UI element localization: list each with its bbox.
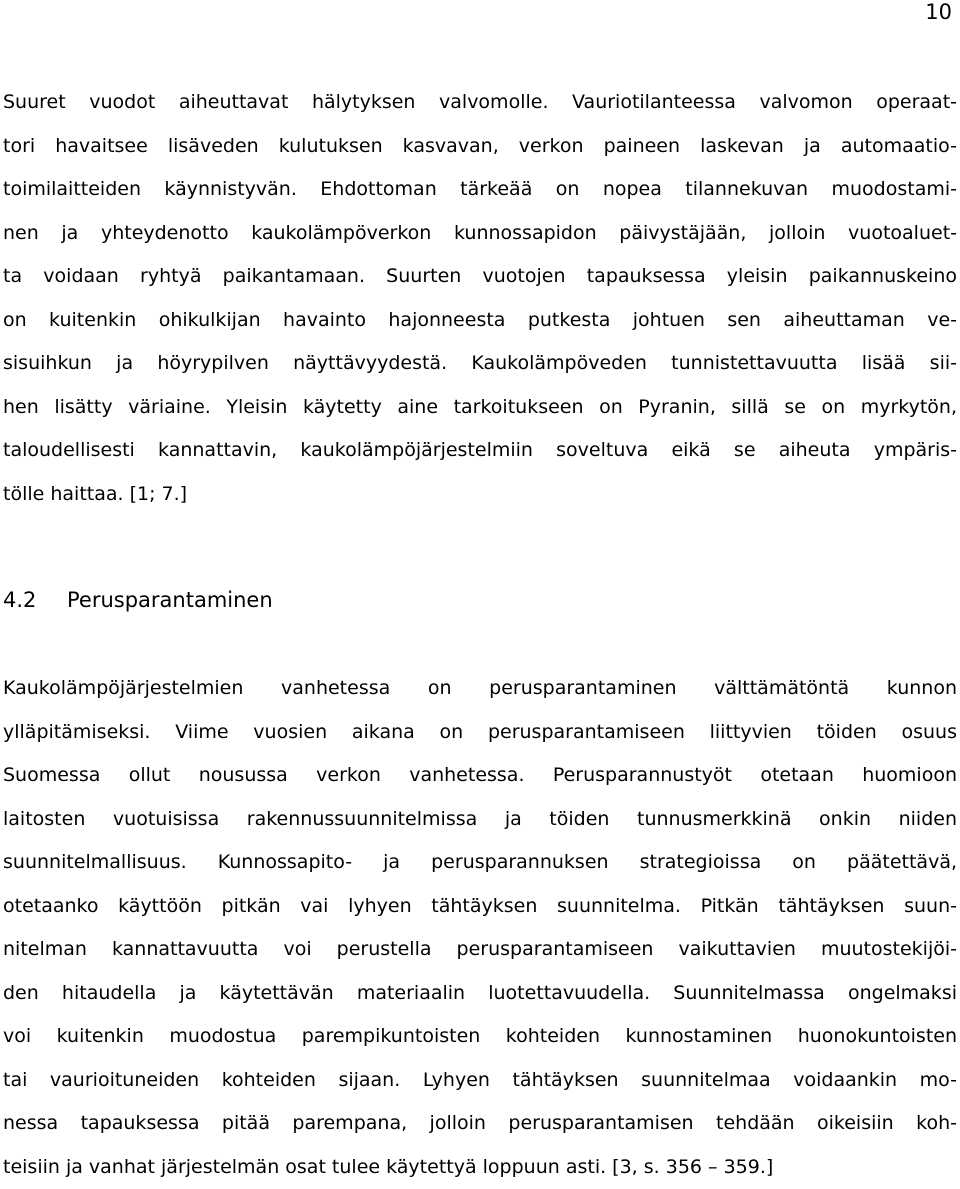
body-paragraph-1 xyxy=(3,81,957,516)
text-line: tölle haittaa. [1; 7.] xyxy=(3,473,957,517)
text-line: hen lisätty väriaine. Yleisin käytetty aine tarkoitukseen on Pyranin, sillä se on myrkytön, xyxy=(3,386,957,430)
page-number: 10 xyxy=(925,0,952,24)
text-line: toimilaitteiden käynnistyvän. Ehdottoman tärkeää on nopea tilannekuvan muodostami- xyxy=(3,168,957,212)
text-line: tai vaurioituneiden kohteiden sijaan. Lyhyen tähtäyksen suunnitelmaa voidaankin mo- xyxy=(3,1059,957,1103)
text-line: nessa tapauksessa pitää parempana, jolloin perusparantamisen tehdään oikeisiin koh- xyxy=(3,1102,957,1146)
section-heading xyxy=(3,585,273,615)
text-line: nitelman kannattavuutta voi perustella perusparantamiseen vaikuttavien muutostekijöi- xyxy=(3,928,957,972)
text-line: sisuihkun ja höyrypilven näyttävyydestä. Kaukolämpöveden tunnistettavuutta lisää sii- xyxy=(3,342,957,386)
text-line: ylläpitämiseksi. Viime vuosien aikana on perusparantamiseen liittyvien töiden osuus xyxy=(3,711,957,755)
text-line: on kuitenkin ohikulkijan havainto hajonneesta putkesta johtuen sen aiheuttaman ve- xyxy=(3,299,957,343)
text-line: den hitaudella ja käytettävän materiaalin luotettavuudella. Suunnitelmassa ongelmaksi xyxy=(3,972,957,1016)
text-line: teisiin ja vanhat järjestelmän osat tulee käytettyä loppuun asti. [3, s. 356 – 359.] xyxy=(3,1146,957,1189)
body-paragraph-2 xyxy=(3,667,957,1189)
text-line: otetaanko käyttöön pitkän vai lyhyen tähtäyksen suunnitelma. Pitkän tähtäyksen suun- xyxy=(3,885,957,929)
text-line: laitosten vuotuisissa rakennussuunnitelmissa ja töiden tunnusmerkkinä onkin niiden xyxy=(3,798,957,842)
text-line: nen ja yhteydenotto kaukolämpöverkon kunnossapidon päivystäjään, jolloin vuotoaluet- xyxy=(3,212,957,256)
text-line: voi kuitenkin muodostua parempikuntoisten kohteiden kunnostaminen huonokuntoisten xyxy=(3,1015,957,1059)
text-line: ta voidaan ryhtyä paikantamaan. Suurten vuotojen tapauksessa yleisin paikannuskeino xyxy=(3,255,957,299)
text-line: Suomessa ollut nousussa verkon vanhetessa. Perusparannustyöt otetaan huomioon xyxy=(3,754,957,798)
text-line: taloudellisesti kannattavin, kaukolämpöjärjestelmiin soveltuva eikä se aiheuta ympäris- xyxy=(3,429,957,473)
text-line: suunnitelmallisuus. Kunnossapito- ja perusparannuksen strategioissa on päätettävä, xyxy=(3,841,957,885)
section-number: 4.2 xyxy=(3,585,67,615)
section-title: Perusparantaminen xyxy=(67,588,273,612)
text-line: Kaukolämpöjärjestelmien vanhetessa on perusparantaminen välttämätöntä kunnon xyxy=(3,667,957,711)
text-line: tori havaitsee lisäveden kulutuksen kasvavan, verkon paineen laskevan ja automaatio- xyxy=(3,125,957,169)
text-line: Suuret vuodot aiheuttavat hälytyksen valvomolle. Vauriotilanteessa valvomon operaat- xyxy=(3,81,957,125)
